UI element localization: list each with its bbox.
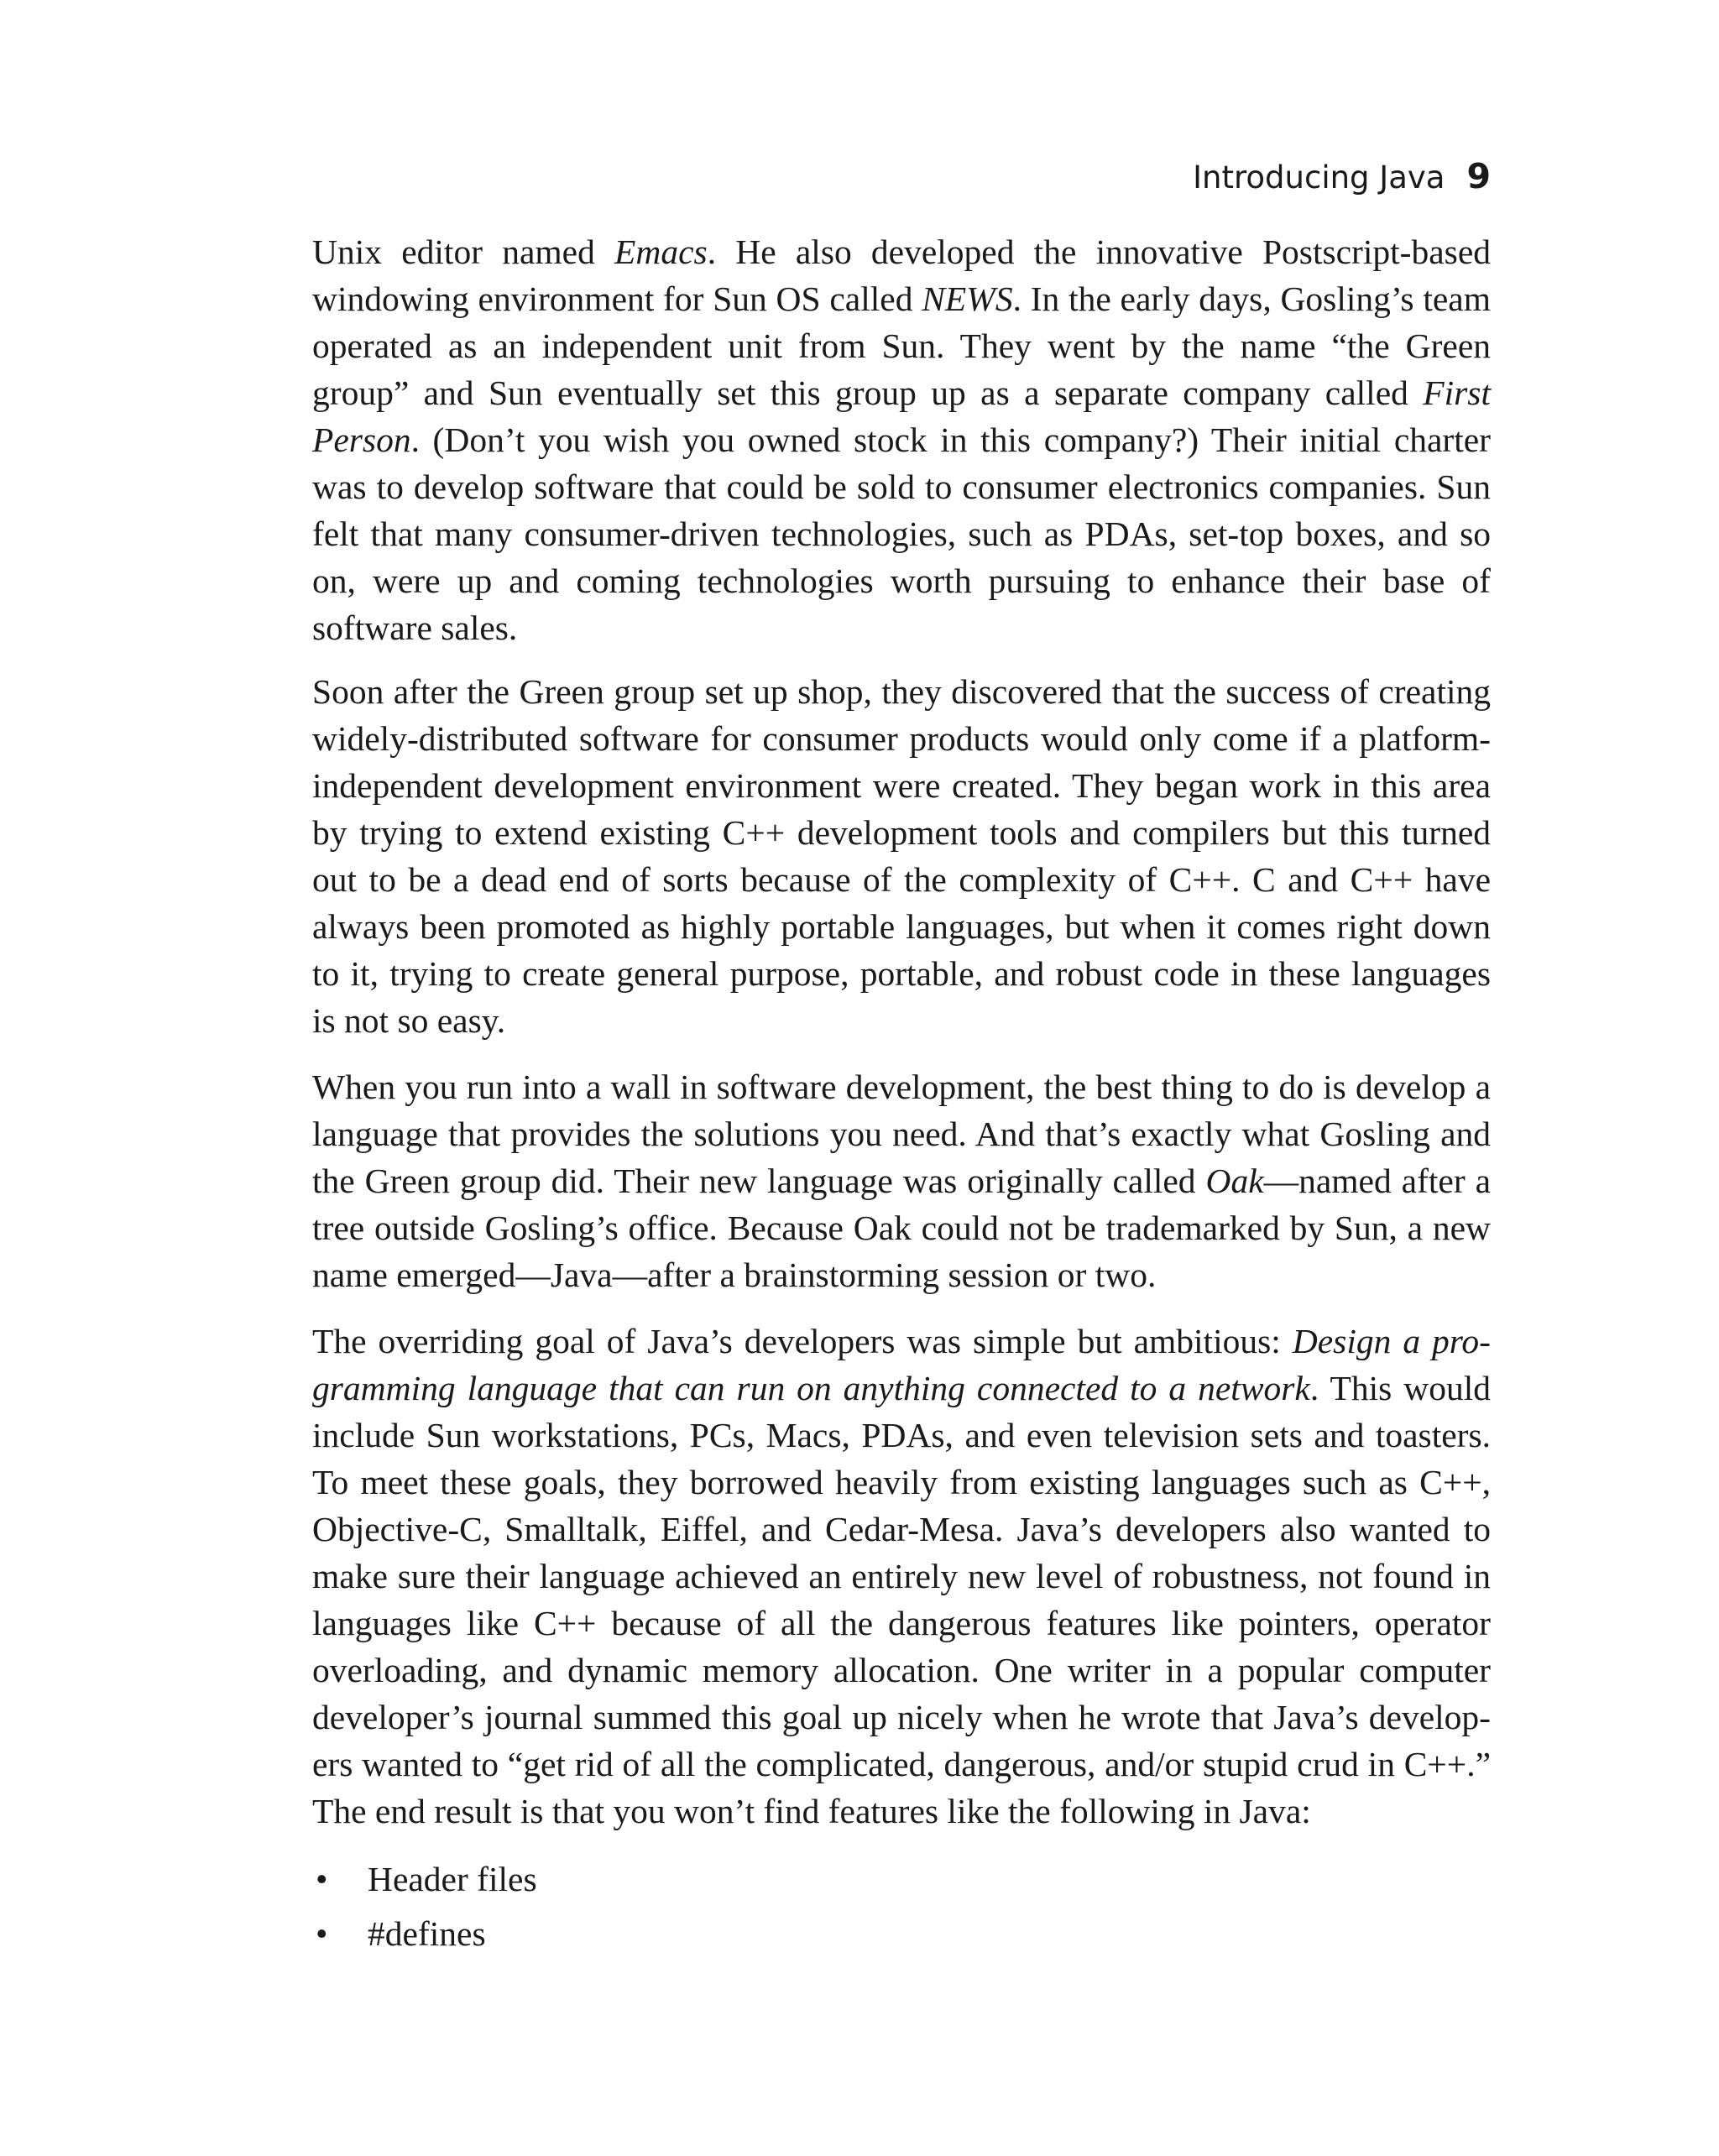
paragraph — [312, 668, 1491, 1044]
body-text — [312, 228, 1491, 1965]
text-run: Soon after the Green group set up shop, they discovered that the success of creating widely-distributed software for consumer products would only come if a platform-independent development environment were created. They began work in this area by trying to extend existing C++ development tools and compilers but this turned out to be a dead end of sorts because of the complexity of C++. C and C++ have always been promoted as highly portable languages, but when it comes right down to it, trying to create general purpose, portable, and robust code in these languages is not so easy. — [312, 672, 1491, 1040]
text-run: When you run into a wall in software development, the best thing to do is develop a language that provides the solutions you need. And that’s exactly what Gosling and the Green group did. Their new language was originally called — [312, 1068, 1491, 1200]
running-head — [1193, 151, 1491, 203]
bullet-icon: • — [316, 1914, 328, 1953]
paragraph — [312, 1063, 1491, 1298]
text-run: . (Don’t you wish you owned stock in this company?) Their initial charter was to develop software that could be sold to consumer electronics companies. Sun felt that many consumer-driven technologies, such as PDAs, set-top boxes, and so on, were up and coming technologies worth pursuing to enhance their base of software sales. — [312, 420, 1491, 647]
list-item — [312, 1856, 1491, 1910]
text-run: The overriding goal of Java’s developers was simple but ambitious: — [312, 1322, 1293, 1360]
list-item-text: Header files — [368, 1860, 537, 1898]
text-run: . He also developed the innovative Postscript-based windowing environment for Sun OS called — [312, 232, 1491, 318]
italic-text: Oak — [1205, 1162, 1264, 1200]
running-title: Introducing Java — [1193, 159, 1445, 196]
text-run: Unix editor named — [312, 232, 615, 271]
bullet-list — [312, 1856, 1491, 1965]
bullet-icon: • — [316, 1860, 328, 1898]
paragraph — [312, 1318, 1491, 1835]
italic-text: First Person — [312, 373, 1491, 459]
text-run: —named after a tree outside Gosling’s office. Because Oak could not be trademarked by Sun, a new name emerged—Java—after a brainstorming session or two. — [312, 1162, 1491, 1294]
page-number: 9 — [1466, 156, 1491, 196]
italic-text: Emacs — [614, 232, 708, 271]
text-run: . This would include Sun workstations, PCs, Macs, PDAs, and even television sets and toasters. To meet these goals, they borrowed heavily from existing languages such as C++, Objective-C, Smalltalk, Eiffel, and Cedar-Mesa. Java’s developers also wanted to make sure their language achieved an entirely new level of robustness, not found in languages like C++ because of all the dangerous features like pointers, operator overloading, and dynamic memory allocation. One writer in a popular computer developer’s journal summed this goal up nicely when he wrote that Java’s developers wanted to “get rid of all the complicated, dangerous, and/or stupid crud in C++.” The end result is that you won’t find features like the following in Java: — [312, 1369, 1491, 1830]
italic-text: Design a programming language that can run on anything connected to a network — [312, 1322, 1491, 1407]
italic-text: NEWS — [922, 279, 1013, 318]
list-item — [312, 1910, 1491, 1965]
list-item-text: #defines — [368, 1914, 486, 1953]
paragraph — [312, 228, 1491, 651]
text-run: . In the early days, Gosling’s team operated as an independent unit from Sun. They went by the name “the Green group” and Sun eventually set this group up as a separate company called — [312, 279, 1491, 412]
